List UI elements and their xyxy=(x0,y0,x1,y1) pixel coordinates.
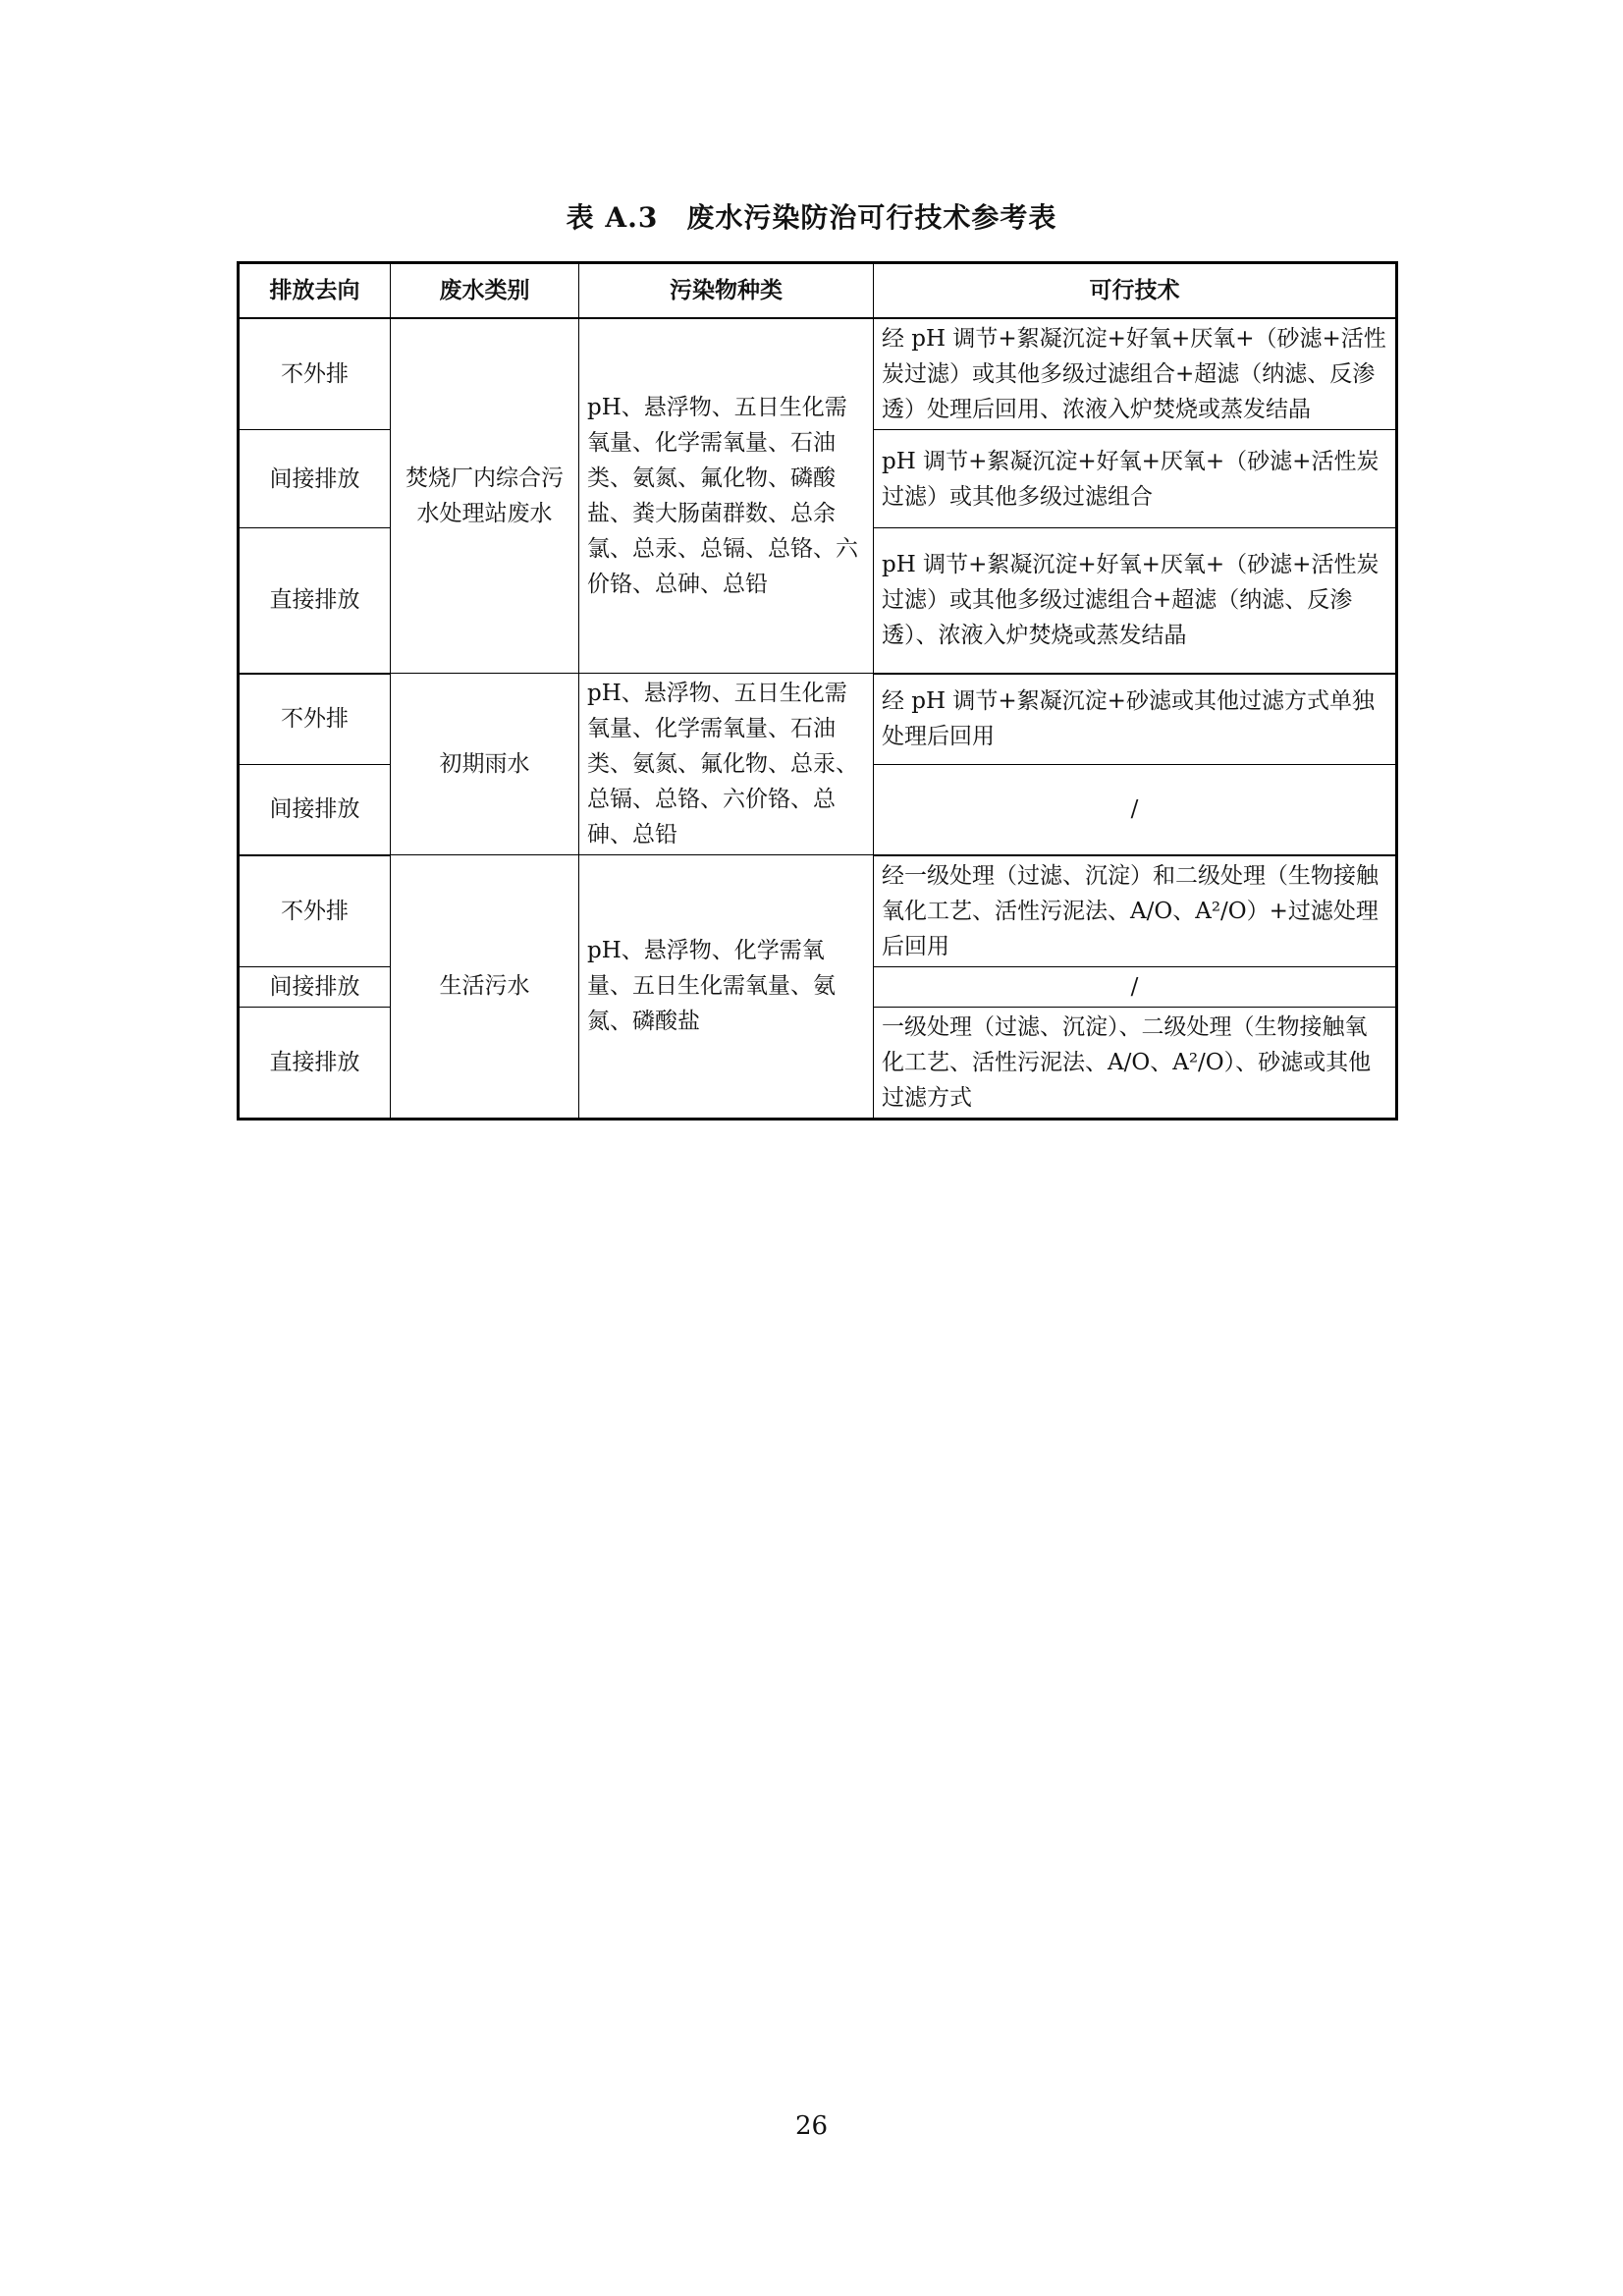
header-pollutants: 污染物种类 xyxy=(579,263,874,319)
direction-cell: 直接排放 xyxy=(239,528,391,674)
category-cell: 焚烧厂内综合污水处理站废水 xyxy=(391,318,579,674)
table-header-row xyxy=(239,263,1397,319)
header-direction: 排放去向 xyxy=(239,263,391,319)
table-row xyxy=(239,855,1397,967)
technique-cell: 经一级处理（过滤、沉淀）和二级处理（生物接触氧化工艺、活性污泥法、A/O、A²/O）+过滤处理后回用 xyxy=(874,855,1397,967)
technique-cell: / xyxy=(874,966,1397,1007)
page-number: 26 xyxy=(794,2111,829,2141)
category-cell: 生活污水 xyxy=(391,855,579,1120)
category-cell: 初期雨水 xyxy=(391,674,579,855)
direction-cell: 间接排放 xyxy=(239,966,391,1007)
direction-cell: 间接排放 xyxy=(239,764,391,855)
table-row xyxy=(239,674,1397,765)
technique-cell: / xyxy=(874,764,1397,855)
pollutants-cell: pH、悬浮物、化学需氧量、五日生化需氧量、氨氮、磷酸盐 xyxy=(579,855,874,1120)
technique-cell: 一级处理（过滤、沉淀）、二级处理（生物接触氧化工艺、活性污泥法、A/O、A²/O）、砂滤或其他过滤方式 xyxy=(874,1007,1397,1119)
wastewater-technique-table xyxy=(237,261,1398,1121)
header-technique: 可行技术 xyxy=(874,263,1397,319)
direction-cell: 不外排 xyxy=(239,318,391,430)
technique-cell: 经 pH 调节+絮凝沉淀+砂滤或其他过滤方式单独处理后回用 xyxy=(874,674,1397,765)
header-category: 废水类别 xyxy=(391,263,579,319)
direction-cell: 间接排放 xyxy=(239,430,391,528)
direction-cell: 直接排放 xyxy=(239,1007,391,1119)
technique-cell: pH 调节+絮凝沉淀+好氧+厌氧+（砂滤+活性炭过滤）或其他多级过滤组合+超滤（纳滤、反渗透）、浓液入炉焚烧或蒸发结晶 xyxy=(874,528,1397,674)
technique-cell: 经 pH 调节+絮凝沉淀+好氧+厌氧+（砂滤+活性炭过滤）或其他多级过滤组合+超滤（纳滤、反渗透）处理后回用、浓液入炉焚烧或蒸发结晶 xyxy=(874,318,1397,430)
technique-cell: pH 调节+絮凝沉淀+好氧+厌氧+（砂滤+活性炭过滤）或其他多级过滤组合 xyxy=(874,430,1397,528)
direction-cell: 不外排 xyxy=(239,855,391,967)
table-row xyxy=(239,318,1397,430)
pollutants-cell: pH、悬浮物、五日生化需氧量、化学需氧量、石油类、氨氮、氟化物、总汞、总镉、总铬、六价铬、总砷、总铅 xyxy=(579,674,874,855)
direction-cell: 不外排 xyxy=(239,674,391,765)
pollutants-cell: pH、悬浮物、五日生化需氧量、化学需氧量、石油类、氨氮、氟化物、磷酸盐、粪大肠菌群数、总余氯、总汞、总镉、总铬、六价铬、总砷、总铅 xyxy=(579,318,874,674)
table-caption: 表 A.3 废水污染防治可行技术参考表 xyxy=(566,201,1057,234)
